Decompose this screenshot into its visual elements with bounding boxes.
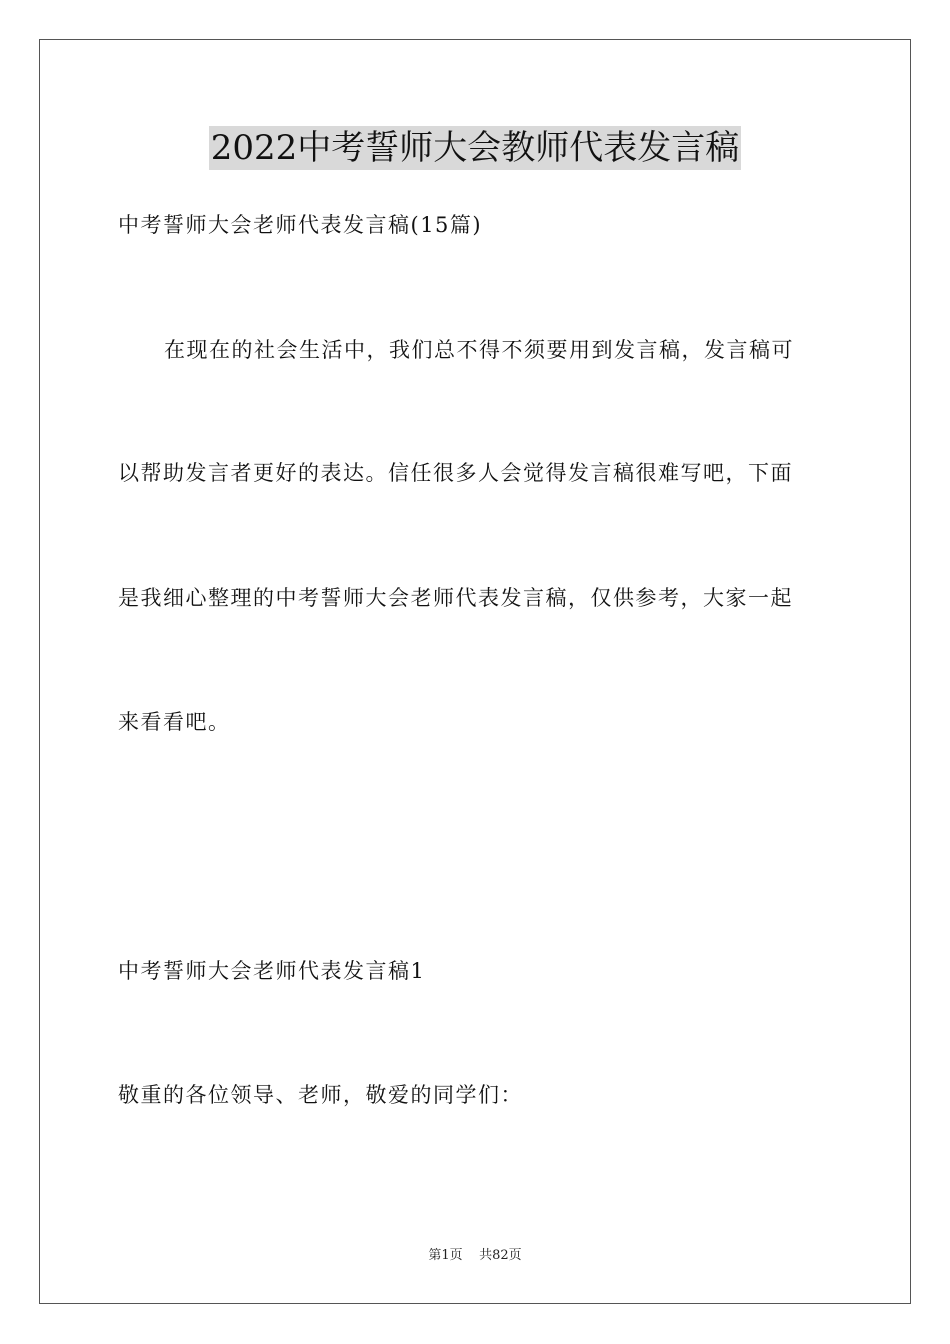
salutation: 敬重的各位领导、老师，敬爱的同学们：	[118, 1083, 523, 1107]
title-container	[0, 126, 950, 170]
page-footer	[0, 1247, 950, 1265]
paragraph-line-2: 以帮助发言者更好的表达。信任很多人会觉得发言稿很难写吧，下面	[118, 461, 793, 485]
paragraph-line-3: 是我细心整理的中考誓师大会老师代表发言稿，仅供参考，大家一起	[118, 586, 793, 610]
total-pages: 共82页	[479, 1248, 522, 1263]
paragraph-line-4: 来看看吧。	[118, 710, 231, 734]
document-subtitle: 中考誓师大会老师代表发言稿(15篇)	[118, 213, 483, 237]
page-number: 第1页	[428, 1248, 463, 1263]
section-heading: 中考誓师大会老师代表发言稿1	[118, 959, 426, 983]
paragraph-line-1: 在现在的社会生活中，我们总不得不须要用到发言稿，发言稿可	[164, 338, 794, 362]
document-title: 2022中考誓师大会教师代表发言稿	[210, 128, 740, 168]
